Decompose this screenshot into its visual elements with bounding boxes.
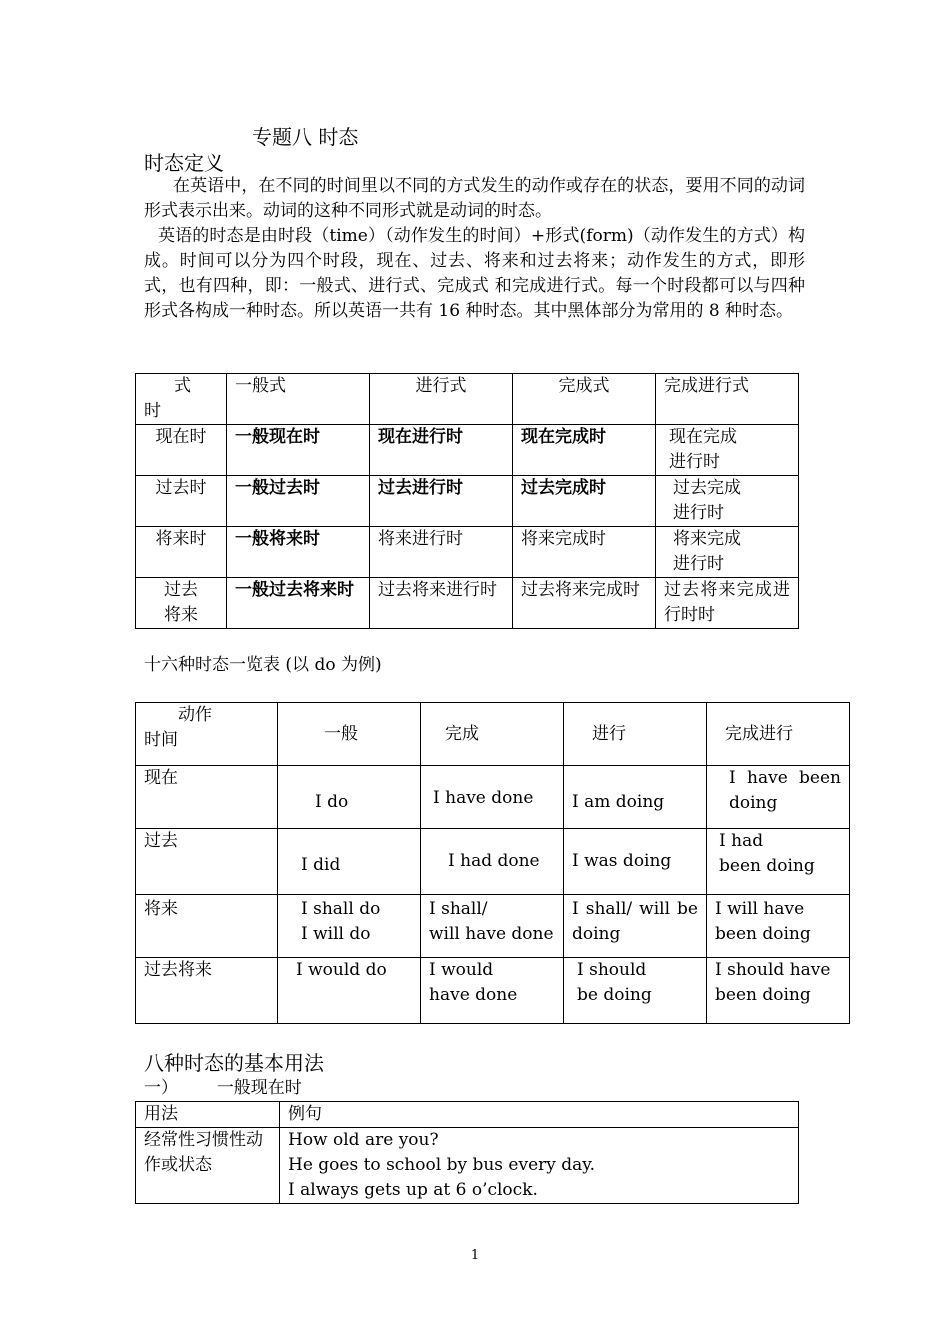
table-row: [136, 425, 799, 476]
example-cell: I should be doing: [564, 958, 707, 1024]
table1-corner-cell: [136, 374, 227, 425]
table-row: [136, 703, 850, 766]
tense-cell: 过去将来完成进行时时: [656, 578, 799, 629]
example-cell: I shall do I will do: [278, 895, 421, 958]
examples-cell: [280, 1128, 799, 1204]
table2-corner-cell: [136, 703, 278, 766]
example-cell: I am doing: [564, 766, 707, 829]
example-cell: I have been doing: [707, 766, 850, 829]
table2-caption: 十六种时态一览表 (以 do 为例): [144, 655, 382, 675]
tense-cell: 现在完成 进行时: [656, 425, 799, 476]
time-cell: 现在: [136, 766, 278, 829]
example-cell: I have done: [421, 766, 564, 829]
tense-cell: 一般过去时: [227, 476, 370, 527]
page-title: 专题八 时态: [252, 125, 359, 149]
subsection-title: 一般现在时: [216, 1078, 302, 1098]
header-cell: 进行: [564, 703, 707, 766]
example-sentence: He goes to school by bus every day.: [288, 1155, 596, 1175]
example-cell: I had been doing: [707, 829, 850, 895]
tense-cell: 将来完成 进行时: [656, 527, 799, 578]
time-cell: 过去时: [136, 476, 227, 527]
example-sentence: How old are you?: [288, 1130, 439, 1150]
tense-cell: 一般现在时: [227, 425, 370, 476]
time-cell: 过去 将来: [136, 578, 227, 629]
tense-cell: 过去进行时: [370, 476, 513, 527]
section-heading-definition: 时态定义: [144, 151, 224, 175]
usage-cell: 经常性习惯性动作或状态: [136, 1128, 280, 1204]
corner-bottom-label: 时: [144, 401, 161, 421]
tense-cell: 过去将来进行时: [370, 578, 513, 629]
subsection-number: 一）: [144, 1078, 178, 1098]
example-cell: I do: [278, 766, 421, 829]
tense-cell: 过去完成时: [513, 476, 656, 527]
tense-cell: 一般过去将来时: [227, 578, 370, 629]
header-cell: 一般: [278, 703, 421, 766]
header-cell: 用法: [136, 1102, 280, 1128]
time-cell: 将来: [136, 895, 278, 958]
example-cell: I shall/ will be doing: [564, 895, 707, 958]
header-cell: 例句: [280, 1102, 799, 1128]
time-cell: 将来时: [136, 527, 227, 578]
corner-top-label: 动作: [178, 705, 212, 725]
time-cell: 过去: [136, 829, 278, 895]
sixteen-tenses-table: [135, 702, 850, 1024]
corner-bottom-label: 时间: [144, 730, 178, 750]
header-cell: 完成式: [513, 374, 656, 425]
time-cell: 现在时: [136, 425, 227, 476]
header-cell: 完成进行: [707, 703, 850, 766]
example-cell: I shall/ will have done: [421, 895, 564, 958]
header-cell: 完成进行式: [656, 374, 799, 425]
usage-table: [135, 1101, 799, 1204]
tense-matrix-table: [135, 373, 799, 629]
header-cell: 完成: [421, 703, 564, 766]
subsection-heading: [144, 1076, 302, 1101]
table-row: [136, 766, 850, 829]
table-row: [136, 895, 850, 958]
intro-paragraph-1: 在英语中，在不同的时间里以不同的方式发生的动作或存在的状态，要用不同的动词形式表示出来。动词的这种不同形式就是动词的时态。: [144, 176, 805, 221]
example-cell: I would do: [278, 958, 421, 1024]
table-row: [136, 1102, 799, 1128]
intro-paragraph-2: 英语的时态是由时段（time）（动作发生的时间）+形式(form)（动作发生的方式）构成。时间可以分为四个时段，现在、过去、将来和过去将来；动作发生的方式，即形式，也有四种，即：一般式、进行式、完成式 和完成进行式。每一个时段都可以与四种形式各构成一种时态。所以英语一共有 16 种时态。其中黑体部分为常用的 8 种时态。: [144, 226, 805, 321]
table-row: [136, 374, 799, 425]
example-cell: I had done: [421, 829, 564, 895]
tense-cell: 现在完成时: [513, 425, 656, 476]
tense-cell: 将来完成时: [513, 527, 656, 578]
example-cell: I should have been doing: [707, 958, 850, 1024]
corner-top-label: 式: [174, 376, 191, 396]
table-row: [136, 1128, 799, 1204]
table-row: [136, 578, 799, 629]
table-row: [136, 958, 850, 1024]
tense-cell: 过去将来完成时: [513, 578, 656, 629]
example-cell: I did: [278, 829, 421, 895]
example-sentence: I always gets up at 6 o’clock.: [288, 1180, 538, 1200]
tense-cell: 过去完成 进行时: [656, 476, 799, 527]
intro-block: [144, 174, 805, 324]
time-cell: 过去将来: [136, 958, 278, 1024]
header-cell: 进行式: [370, 374, 513, 425]
table-row: [136, 527, 799, 578]
example-cell: I will have been doing: [707, 895, 850, 958]
tense-cell: 一般将来时: [227, 527, 370, 578]
tense-cell: 现在进行时: [370, 425, 513, 476]
table-row: [136, 829, 850, 895]
table-row: [136, 476, 799, 527]
page-number: 1: [470, 1248, 480, 1263]
header-cell: 一般式: [227, 374, 370, 425]
section-heading-usage: 八种时态的基本用法: [144, 1051, 324, 1075]
example-cell: I was doing: [564, 829, 707, 895]
example-cell: I would have done: [421, 958, 564, 1024]
tense-cell: 将来进行时: [370, 527, 513, 578]
